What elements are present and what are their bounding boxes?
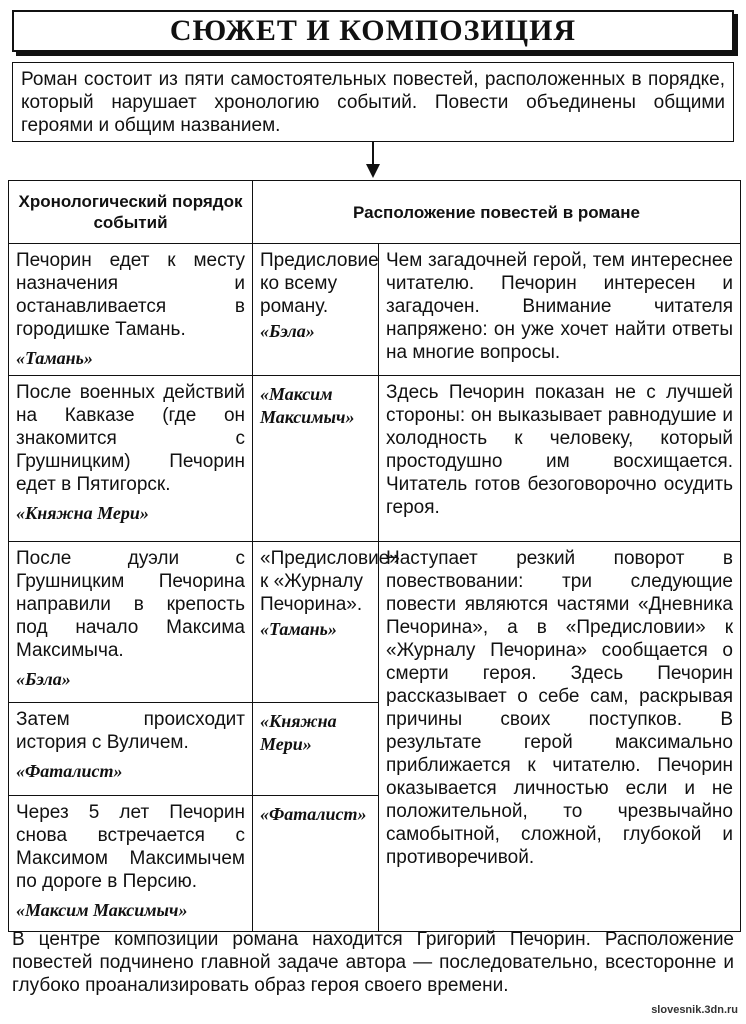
placement-cell [253, 703, 379, 796]
intro-box: Роман состоит из пяти самостоятельных повестей, расположенных в порядке, который нарушает хронологию событий. Повести объединены общими героями и общим названием. [12, 62, 734, 142]
arrow-down-icon [372, 142, 374, 166]
event-cell [9, 244, 253, 376]
event-text: После дуэли с Грушницким Печорина направили в крепость под начало Максима Максимыча. [16, 548, 245, 661]
comment-cell: Наступает резкий поворот в повествовании: три следующие повести являются частями «Дневника Печорина», а в «Предисловии» к «Журналу Печорина» сообщается о смерти героя. Здесь Печорин рассказывает о себе сам, раскрывая причины своих поступков. В результате герой максимально приближается к читателю. Печорин оказывается личностью если и не положительной, то чрезвычайно самобытной, сложной, глубокой и противоречивой. [379, 542, 741, 932]
placement-story: «Максим Максимыч» [260, 384, 355, 427]
comment-cell: Чем загадочней герой, тем интереснее читателю. Печорин интересен и загадочен. Внимание читателя напряжено: он уже хочет найти ответы на многие вопросы. [379, 244, 741, 376]
header-chronology: Хронологический порядок событий [9, 181, 253, 244]
event-story: «Княжна Мери» [16, 503, 149, 523]
arrow-head-icon [366, 164, 380, 178]
title-box [12, 10, 734, 52]
placement-text: Предисловие ко всему роману. [260, 250, 379, 317]
placement-story: «Бэла» [260, 321, 315, 341]
comment-cell: Здесь Печорин показан не с лучшей стороны: он выказывает равнодушие и холодность к человеку, который простодушно им восхищается. Читатель готов безоговорочно осудить героя. [379, 376, 741, 542]
event-text: Печорин едет к месту назначения и останавливается в городишке Тамань. [16, 250, 245, 340]
event-text: Через 5 лет Печорин снова встречается с Максимом Максимычем по дороге в Персию. [16, 802, 245, 892]
composition-table [8, 180, 741, 932]
placement-cell [253, 542, 400, 703]
event-story: «Фаталист» [16, 761, 123, 781]
placement-cell [253, 376, 379, 542]
event-text: После военных действий на Кавказе (где он знакомится с Грушницким) Печорин едет в Пятигорск. [16, 382, 245, 495]
header-arrangement: Расположение повестей в романе [253, 181, 741, 244]
event-cell [9, 703, 253, 796]
conclusion-text: В центре композиции романа находится Григорий Печорин. Расположение повестей подчинено главной задаче автора — последовательно, всесторонне и глубоко проанализировать образ героя своего времени. [12, 929, 734, 996]
watermark: slovesnik.3dn.ru [651, 1004, 738, 1016]
placement-cell [253, 244, 379, 376]
event-story: «Тамань» [16, 348, 93, 368]
event-cell [9, 376, 253, 542]
table-row [9, 542, 741, 703]
table-header-row [9, 181, 741, 244]
event-cell [9, 542, 253, 703]
table-row [9, 376, 741, 542]
placement-cell [253, 796, 379, 932]
table-row [9, 244, 741, 376]
placement-story: «Фаталист» [260, 804, 367, 824]
event-story: «Максим Максимыч» [16, 900, 188, 920]
event-text: Затем происходит история с Вуличем. [16, 709, 245, 753]
event-story: «Бэла» [16, 669, 71, 689]
event-cell [9, 796, 253, 932]
placement-story: «Тамань» [260, 619, 337, 639]
page-title: СЮЖЕТ И КОМПОЗИЦИЯ [169, 14, 577, 47]
placement-story: «Княжна Мери» [260, 711, 337, 754]
placement-text: «Предисловие» к «Журналу Печорина». [260, 548, 400, 615]
